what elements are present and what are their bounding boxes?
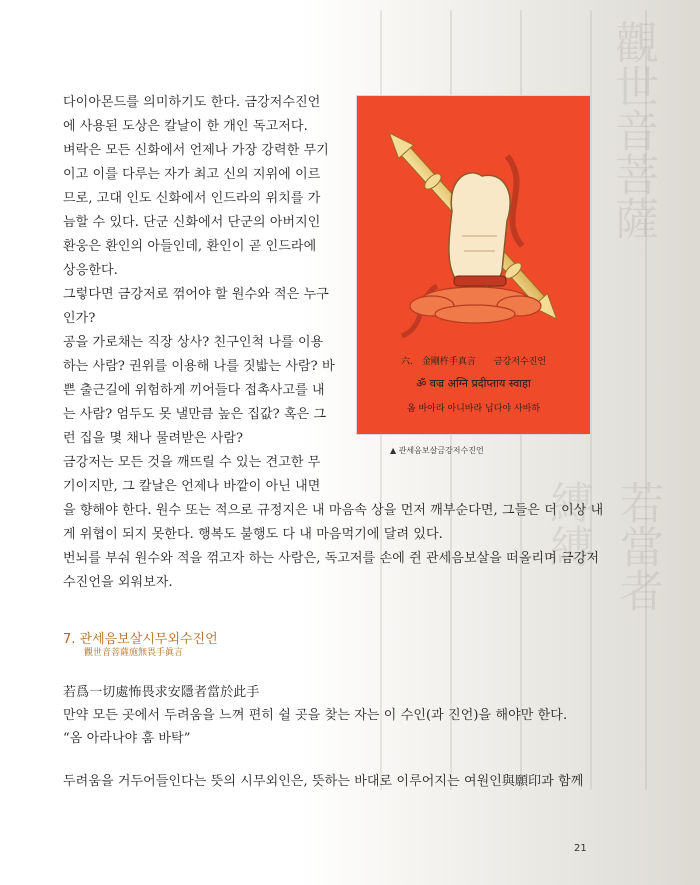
manuscript-glyphs: 縛縛 — [542, 480, 593, 568]
body-line: 인가? — [63, 311, 96, 326]
body-line: 그렇다면 금강저로 꺾어야 할 원수와 적은 누구 — [63, 287, 329, 302]
body-line: 수진언을 외워보자. — [63, 575, 173, 590]
body-line: 환웅은 환인의 아들인데, 환인이 곧 인드라에 — [63, 239, 317, 254]
body-line: 번뇌를 부숴 원수와 적을 꺾고자 하는 사람은, 독고저를 손에 쥔 관세음보살을 떠올리며 금강저 — [63, 551, 600, 566]
section-subtitle: 觀世音菩薩施無畏手眞言 — [84, 648, 184, 658]
manuscript-glyphs: 觀世音菩薩 — [607, 20, 658, 240]
mantra-line-1: 六. 金剛杵手真言 금강저수진언 — [400, 357, 547, 367]
body-line: 벼락은 모든 신화에서 언제나 가장 강력한 무기 — [63, 143, 329, 158]
body-line: 는 사람? 엄두도 못 낼만큼 높은 집값? 혹은 그 — [63, 407, 327, 422]
body-line: 기이지만, 그 칼날은 언제나 바깥이 아닌 내면 — [63, 479, 321, 494]
page-number: 21 — [574, 843, 587, 854]
hanja-quote: 若爲一切處怖畏求安隱者當於此手 — [63, 685, 260, 700]
body-line: 므로, 고대 인도 신화에서 인드라의 위치를 가 — [63, 191, 321, 206]
mantra-line-2: ॐ वज्र अग्नि प्रदीप्ताय स्वाहा — [416, 377, 531, 390]
body-line: 두려움을 거두어들인다는 뜻의 시무외인은, 뜻하는 바대로 이루어지는 여원인與願印과 함께 — [63, 774, 584, 789]
body-line: 만약 모든 곳에서 두려움을 느껴 편히 쉴 곳을 찾는 자는 이 수인(과 진언)을 해야만 한다. — [63, 708, 568, 723]
body-line: 금강저는 모든 것을 깨뜨릴 수 있는 견고한 무 — [63, 455, 321, 470]
mantra-quote: “옴 아라나야 훔 바탁” — [63, 731, 191, 746]
vajra-mantra-illustration — [356, 95, 591, 435]
body-line: 공을 가로채는 직장 상사? 친구인척 나를 이용 — [63, 335, 324, 350]
body-line: 에 사용된 도상은 칼날이 한 개인 독고저다. — [63, 119, 308, 134]
body-line: 런 집을 몇 채나 물려받은 사람? — [63, 431, 244, 446]
manuscript-glyphs: 若當者 — [612, 480, 663, 612]
body-line: 다이아몬드를 의미하기도 한다. 금강저수진언 — [63, 95, 321, 110]
body-line: 하는 사람? 권위를 이용해 나를 짓밟는 사람? 바 — [63, 359, 335, 374]
body-line: 쁜 출근길에 위험하게 끼어들다 접촉사고를 내 — [63, 383, 325, 398]
mantra-line-3: 옴 바아라 아니바라 닙다야 사바하 — [406, 404, 541, 414]
figure-caption: ▲ 관세음보살금강저수진언 — [390, 446, 484, 455]
body-line: 게 위협이 되지 못한다. 행복도 불행도 다 내 마음먹기에 달려 있다. — [63, 527, 443, 542]
body-line: 이고 이를 다루는 자가 최고 신의 지위에 이르 — [63, 167, 321, 182]
body-line: 늠할 수 있다. 단군 신화에서 단군의 아버지인 — [63, 215, 321, 230]
body-line: 을 향해야 한다. 원수 또는 적으로 규정지은 내 마음속 상을 먼저 깨부순다면, 그들은 더 이상 내 — [63, 503, 604, 518]
body-line: 상응한다. — [63, 263, 118, 278]
section-title: 7. 관세음보살시무외수진언 — [63, 632, 218, 647]
